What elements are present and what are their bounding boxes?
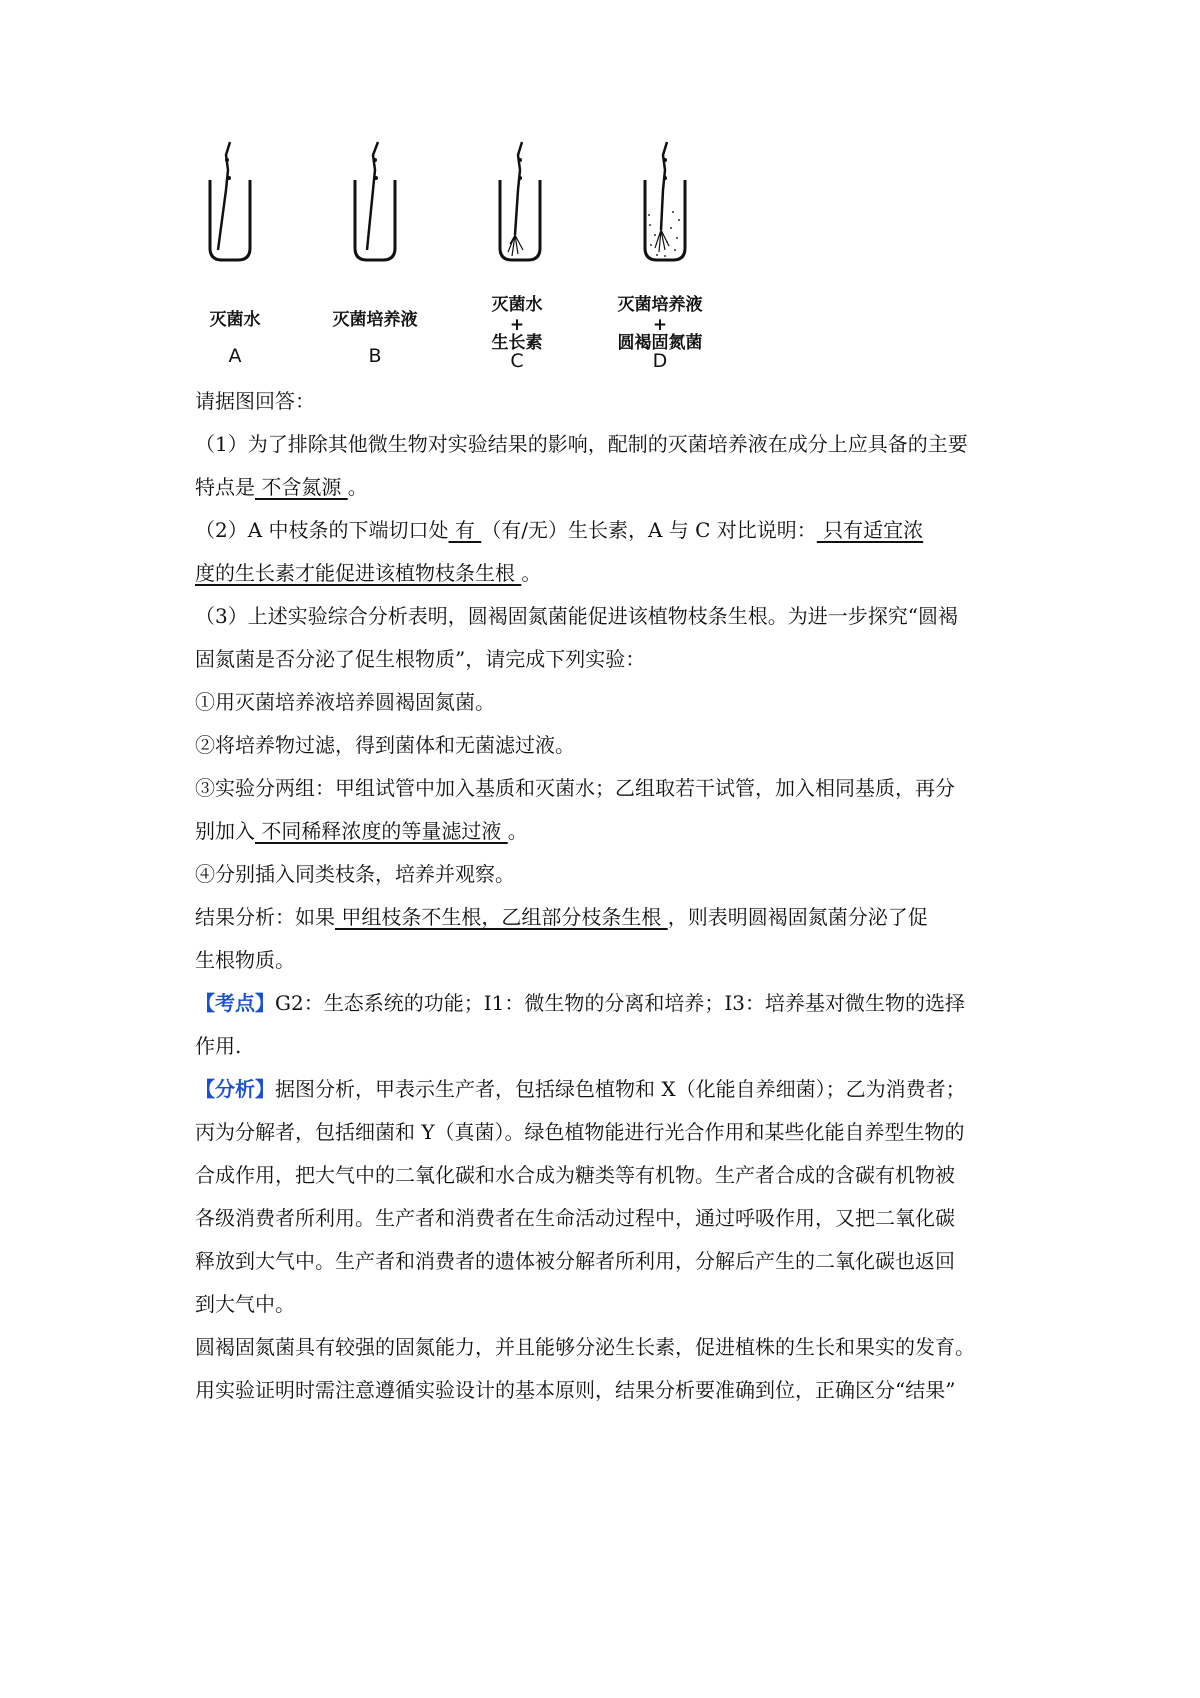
answer-content	[195, 380, 975, 1412]
kaodian-tag: 【考点】	[195, 991, 275, 1015]
q2-middle: （有/无）生长素，A 与 C 对比说明：	[481, 518, 817, 542]
tube-c-label-line2: +	[509, 315, 525, 335]
q2-suffix: 。	[521, 561, 542, 585]
result-suffix: ，则表明圆褐固氮菌分泌了促	[667, 905, 928, 929]
q1-answer: 不含氮源	[255, 475, 348, 499]
fenxi-line4: 各级消费者所利用。生产者和消费者在生命活动过程中，通过呼吸作用，又把二氧化碳	[195, 1206, 955, 1230]
step3-line2	[195, 810, 945, 853]
tube-d-drawing	[635, 130, 695, 270]
q2-prefix: （2）A 中枝条的下端切口处	[195, 518, 449, 542]
kaodian-line2: 作用.	[195, 1034, 242, 1058]
tube-a	[195, 130, 335, 380]
result-answer: 甲组枝条不生根，乙组部分枝条生根	[335, 905, 668, 929]
tube-b-label: 灭菌培养液	[332, 310, 418, 330]
step4-line: ④分别插入同类枝条，培养并观察。	[195, 862, 515, 886]
fenxi-text: 据图分析，甲表示生产者，包括绿色植物和 X（化能自养细菌）；乙为消费者；	[275, 1077, 966, 1101]
tube-b-letter: B	[368, 345, 382, 367]
q2-answer2-part2: 度的生长素才能促进该植物枝条生根	[195, 561, 522, 585]
q2-answer2-part1: 只有适宜浓	[816, 518, 924, 542]
fenxi-line5: 释放到大气中。生产者和消费者的遗体被分解者所利用，分解后产生的二氧化碳也返回	[195, 1249, 955, 1273]
tube-d	[617, 130, 770, 380]
q1-suffix: 。	[347, 475, 368, 499]
fenxi-tag: 【分析】	[195, 1077, 275, 1101]
step3-answer: 不同稀释浓度的等量滤过液	[255, 819, 508, 843]
q2-line2	[195, 552, 945, 595]
kaodian-line1	[195, 982, 965, 1025]
tube-c-drawing	[490, 130, 550, 270]
tube-a-drawing	[200, 130, 260, 270]
result-prefix: 结果分析：如果	[195, 905, 335, 929]
q1-line1: （1）为了排除其他微生物对实验结果的影响，配制的灭菌培养液在成分上应具备的主要	[195, 432, 968, 456]
tube-d-label-line2: +	[652, 315, 668, 335]
q1-line2	[195, 466, 945, 509]
q2-answer1: 有	[448, 518, 482, 542]
fenxi-line2: 丙为分解者，包括细菌和 Y（真菌）。绿色植物能进行光合作用和某些化能自养型生物的	[195, 1120, 965, 1144]
para2-line2: 用实验证明时需注意遵循实验设计的基本原则，结果分析要准确到位，正确区分“结果”	[195, 1378, 956, 1402]
fenxi-line1	[195, 1068, 966, 1111]
tube-d-letter: D	[652, 350, 668, 372]
tube-b-drawing	[345, 130, 405, 270]
q3-line1: （3）上述实验综合分析表明，圆褐固氮菌能促进该植物枝条生根。为进一步探究“圆褐	[195, 604, 958, 628]
tube-d-label-line3: 圆褐固氮菌	[617, 333, 703, 353]
step3-line1: ③实验分两组：甲组试管中加入基质和灭菌水；乙组取若干试管，加入相同基质，再分	[195, 776, 955, 800]
tube-a-letter: A	[228, 345, 242, 367]
prompt-line: 请据图回答：	[195, 389, 315, 413]
q1-prefix: 特点是	[195, 475, 255, 499]
step2-line: ②将培养物过滤，得到菌体和无菌滤过液。	[195, 733, 575, 757]
fenxi-line3: 合成作用，把大气中的二氧化碳和水合成为糖类等有机物。生产者合成的含碳有机物被	[195, 1163, 955, 1187]
result-line2: 生根物质。	[195, 948, 295, 972]
step3-suffix: 。	[507, 819, 528, 843]
experiment-figure	[195, 130, 755, 380]
kaodian-text: G2：生态系统的功能；I1：微生物的分离和培养；I3：培养基对微生物的选择	[275, 991, 965, 1015]
q2-line1	[195, 509, 945, 552]
step1-line: ①用灭菌培养液培养圆褐固氮菌。	[195, 690, 495, 714]
result-line1	[195, 896, 945, 939]
tube-c-label-line1: 灭菌水	[491, 295, 543, 315]
tube-a-label: 灭菌水	[209, 310, 261, 330]
step3-prefix: 别加入	[195, 819, 255, 843]
q3-line2: 固氮菌是否分泌了促生根物质”，请完成下列实验：	[195, 647, 646, 671]
para2-line1: 圆褐固氮菌具有较强的固氮能力，并且能够分泌生长素，促进植株的生长和果实的发育。	[195, 1335, 975, 1359]
tube-d-label-line1: 灭菌培养液	[617, 295, 703, 315]
tube-c-label-line3: 生长素	[491, 333, 543, 353]
tube-c-letter: C	[510, 350, 524, 372]
fenxi-line6: 到大气中。	[195, 1292, 295, 1316]
